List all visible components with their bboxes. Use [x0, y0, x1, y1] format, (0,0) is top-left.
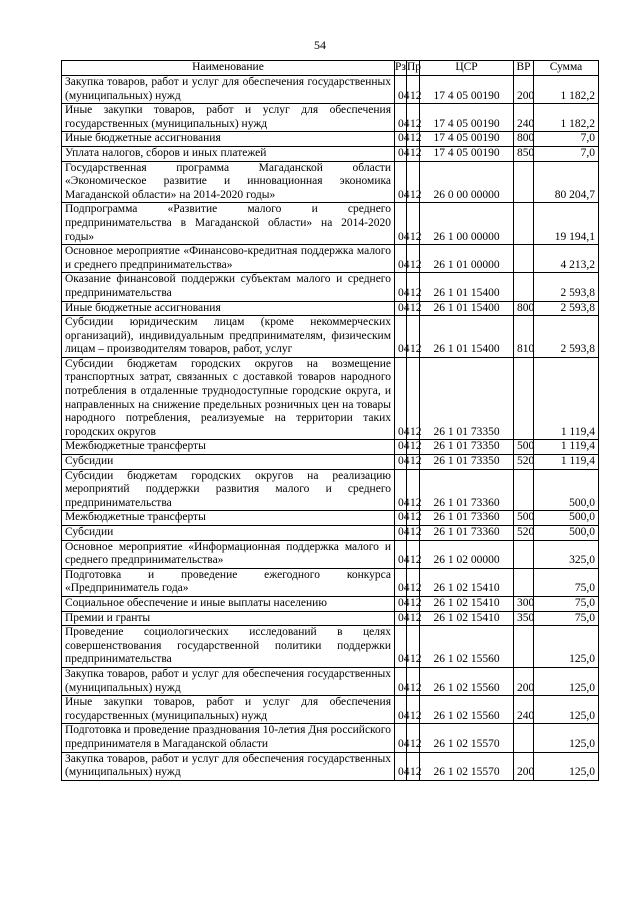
- row-csr: 26 1 02 15570: [420, 724, 514, 752]
- row-csr: 17 4 05 00190: [420, 76, 514, 104]
- row-pr: 12: [407, 132, 420, 147]
- row-rz: 04: [395, 316, 407, 358]
- row-csr: 26 1 02 15570: [420, 752, 514, 780]
- row-csr: 26 1 01 73360: [420, 526, 514, 541]
- row-rz: 04: [395, 469, 407, 511]
- row-name: Подготовка и проведение ежегодного конкурса «Предприниматель года»: [62, 568, 395, 596]
- table-row: [62, 273, 599, 301]
- table-row: [62, 440, 599, 455]
- table-row: [62, 626, 599, 668]
- row-csr: 26 1 00 00000: [420, 203, 514, 245]
- row-sum: 2 593,8: [534, 316, 599, 358]
- row-vr: 200: [514, 752, 534, 780]
- row-name: Оказание финансовой поддержки субъектам малого и среднего предпринимательства: [62, 273, 395, 301]
- budget-table: [61, 60, 599, 781]
- table-row: [62, 667, 599, 695]
- row-pr: 12: [407, 104, 420, 132]
- row-vr: [514, 724, 534, 752]
- row-sum: 1 119,4: [534, 357, 599, 440]
- row-pr: 12: [407, 301, 420, 316]
- row-name: Подготовка и проведение празднования 10-летия Дня российского предпринимателя в Магаданской области: [62, 724, 395, 752]
- row-sum: 2 593,8: [534, 273, 599, 301]
- row-name: Субсидии юридическим лицам (кроме некоммерческих организаций), индивидуальным предпринимателям, физическим лицам – производителям товаров, работ, услуг: [62, 316, 395, 358]
- row-rz: 04: [395, 724, 407, 752]
- row-pr: 12: [407, 696, 420, 724]
- table-row: [62, 301, 599, 316]
- row-name: Закупка товаров, работ и услуг для обеспечения государственных (муниципальных) нужд: [62, 76, 395, 104]
- row-pr: 12: [407, 511, 420, 526]
- row-rz: 04: [395, 667, 407, 695]
- row-csr: 26 1 02 15410: [420, 611, 514, 626]
- row-name: Социальное обеспечение и иные выплаты населению: [62, 596, 395, 611]
- row-pr: 12: [407, 245, 420, 273]
- row-sum: 125,0: [534, 696, 599, 724]
- row-pr: 12: [407, 752, 420, 780]
- row-sum: 500,0: [534, 526, 599, 541]
- row-rz: 04: [395, 696, 407, 724]
- row-sum: 1 119,4: [534, 440, 599, 455]
- row-vr: [514, 568, 534, 596]
- row-csr: 26 1 02 00000: [420, 540, 514, 568]
- table-row: [62, 568, 599, 596]
- row-sum: 500,0: [534, 511, 599, 526]
- table-row: [62, 357, 599, 440]
- row-name: Подпрограмма «Развитие малого и среднего предпринимательства в Магаданской области» на 2014-2020 годы»: [62, 203, 395, 245]
- table-row: [62, 469, 599, 511]
- table-row: [62, 611, 599, 626]
- row-sum: 125,0: [534, 724, 599, 752]
- row-rz: 04: [395, 540, 407, 568]
- header-csr: ЦСР: [420, 61, 514, 76]
- row-name: Закупка товаров, работ и услуг для обеспечения государственных (муниципальных) нужд: [62, 752, 395, 780]
- row-name: Основное мероприятие «Информационная поддержка малого и среднего предпринимательства»: [62, 540, 395, 568]
- row-sum: 500,0: [534, 469, 599, 511]
- row-pr: 12: [407, 440, 420, 455]
- row-csr: 26 1 02 15560: [420, 667, 514, 695]
- row-name: Иные закупки товаров, работ и услуг для обеспечения государственных (муниципальных) нужд: [62, 696, 395, 724]
- row-pr: 12: [407, 568, 420, 596]
- row-sum: 80 204,7: [534, 161, 599, 203]
- row-name: Уплата налогов, сборов и иных платежей: [62, 146, 395, 161]
- row-vr: [514, 161, 534, 203]
- row-csr: 26 1 01 15400: [420, 273, 514, 301]
- row-name: Субсидии: [62, 526, 395, 541]
- row-pr: 12: [407, 273, 420, 301]
- row-rz: 04: [395, 104, 407, 132]
- row-name: Межбюджетные трансферты: [62, 511, 395, 526]
- row-sum: 2 593,8: [534, 301, 599, 316]
- row-sum: 325,0: [534, 540, 599, 568]
- row-sum: 7,0: [534, 132, 599, 147]
- row-sum: 75,0: [534, 596, 599, 611]
- row-name: Субсидии бюджетам городских округов на возмещение транспортных затрат, связанных с доставкой товаров народного потребления в отдаленные труднодоступные городские округа, и направленных на снижение предельных розничных цен на товары народного потребления, реализуемые на территории таких городских округов: [62, 357, 395, 440]
- page-number: 54: [314, 38, 326, 52]
- table-row: [62, 540, 599, 568]
- row-csr: 26 1 01 73360: [420, 469, 514, 511]
- table-row: [62, 104, 599, 132]
- row-rz: 04: [395, 440, 407, 455]
- row-vr: 300: [514, 596, 534, 611]
- row-vr: 500: [514, 511, 534, 526]
- row-vr: 350: [514, 611, 534, 626]
- row-vr: [514, 273, 534, 301]
- row-pr: 12: [407, 316, 420, 358]
- table-row: [62, 511, 599, 526]
- table-row: [62, 316, 599, 358]
- row-csr: 17 4 05 00190: [420, 104, 514, 132]
- table-row: [62, 696, 599, 724]
- row-vr: [514, 469, 534, 511]
- row-pr: 12: [407, 626, 420, 668]
- row-pr: 12: [407, 76, 420, 104]
- row-vr: 240: [514, 104, 534, 132]
- row-rz: 04: [395, 132, 407, 147]
- row-sum: 4 213,2: [534, 245, 599, 273]
- row-pr: 12: [407, 357, 420, 440]
- header-rz: Рз: [395, 61, 407, 76]
- row-vr: 810: [514, 316, 534, 358]
- table-body: [62, 76, 599, 781]
- row-name: Государственная программа Магаданской области «Экономическое развитие и инновационная экономика Магаданской области» на 2014-2020 годы»: [62, 161, 395, 203]
- header-name: Наименование: [62, 61, 395, 76]
- table-row: [62, 245, 599, 273]
- row-vr: 520: [514, 526, 534, 541]
- row-csr: 26 0 00 00000: [420, 161, 514, 203]
- row-vr: 520: [514, 455, 534, 470]
- header-sum: Сумма: [534, 61, 599, 76]
- row-rz: 04: [395, 611, 407, 626]
- row-rz: 04: [395, 76, 407, 104]
- row-name: Закупка товаров, работ и услуг для обеспечения государственных (муниципальных) нужд: [62, 667, 395, 695]
- header-pr: Пр: [407, 61, 420, 76]
- row-vr: 200: [514, 667, 534, 695]
- row-sum: 75,0: [534, 568, 599, 596]
- row-name: Премии и гранты: [62, 611, 395, 626]
- header-vr: ВР: [514, 61, 534, 76]
- row-sum: 125,0: [534, 667, 599, 695]
- row-name: Субсидии: [62, 455, 395, 470]
- row-rz: 04: [395, 273, 407, 301]
- row-csr: 26 1 01 00000: [420, 245, 514, 273]
- row-name: Субсидии бюджетам городских округов на реализацию мероприятий поддержки развития малого и среднего предпринимательства: [62, 469, 395, 511]
- row-vr: [514, 357, 534, 440]
- row-sum: 1 182,2: [534, 104, 599, 132]
- row-rz: 04: [395, 752, 407, 780]
- row-csr: 26 1 02 15410: [420, 568, 514, 596]
- table-row: [62, 76, 599, 104]
- row-rz: 04: [395, 568, 407, 596]
- row-sum: 1 182,2: [534, 76, 599, 104]
- table-row: [62, 203, 599, 245]
- table-row: [62, 752, 599, 780]
- row-pr: 12: [407, 146, 420, 161]
- row-vr: [514, 245, 534, 273]
- row-csr: 26 1 02 15560: [420, 696, 514, 724]
- row-csr: 26 1 02 15410: [420, 596, 514, 611]
- row-rz: 04: [395, 596, 407, 611]
- table-row: [62, 596, 599, 611]
- row-rz: 04: [395, 245, 407, 273]
- row-rz: 04: [395, 146, 407, 161]
- row-pr: 12: [407, 611, 420, 626]
- row-vr: [514, 626, 534, 668]
- row-vr: 240: [514, 696, 534, 724]
- row-pr: 12: [407, 526, 420, 541]
- row-rz: 04: [395, 511, 407, 526]
- row-name: Иные бюджетные ассигнования: [62, 132, 395, 147]
- row-pr: 12: [407, 161, 420, 203]
- table-row: [62, 161, 599, 203]
- row-name: Иные закупки товаров, работ и услуг для обеспечения государственных (муниципальных) нужд: [62, 104, 395, 132]
- row-csr: 26 1 01 73350: [420, 440, 514, 455]
- row-pr: 12: [407, 540, 420, 568]
- row-csr: 17 4 05 00190: [420, 132, 514, 147]
- table-row: [62, 526, 599, 541]
- table-row: [62, 455, 599, 470]
- row-rz: 04: [395, 626, 407, 668]
- row-pr: 12: [407, 667, 420, 695]
- row-name: Межбюджетные трансферты: [62, 440, 395, 455]
- row-sum: 7,0: [534, 146, 599, 161]
- row-rz: 04: [395, 203, 407, 245]
- row-csr: 17 4 05 00190: [420, 146, 514, 161]
- row-pr: 12: [407, 724, 420, 752]
- table-header-row: [62, 61, 599, 76]
- row-pr: 12: [407, 469, 420, 511]
- row-csr: 26 1 01 15400: [420, 301, 514, 316]
- row-vr: [514, 203, 534, 245]
- row-rz: 04: [395, 301, 407, 316]
- table-row: [62, 146, 599, 161]
- row-name: Проведение социологических исследований в целях совершенствования государственной политики поддержки предпринимательства: [62, 626, 395, 668]
- row-sum: 1 119,4: [534, 455, 599, 470]
- row-name: Основное мероприятие «Финансово-кредитная поддержка малого и среднего предпринимательства»: [62, 245, 395, 273]
- row-vr: 800: [514, 132, 534, 147]
- row-csr: 26 1 01 73350: [420, 357, 514, 440]
- row-csr: 26 1 01 73350: [420, 455, 514, 470]
- row-name: Иные бюджетные ассигнования: [62, 301, 395, 316]
- row-vr: 850: [514, 146, 534, 161]
- row-vr: 800: [514, 301, 534, 316]
- table-row: [62, 132, 599, 147]
- row-pr: 12: [407, 203, 420, 245]
- row-vr: 500: [514, 440, 534, 455]
- row-csr: 26 1 02 15560: [420, 626, 514, 668]
- row-sum: 75,0: [534, 611, 599, 626]
- row-sum: 125,0: [534, 626, 599, 668]
- table-row: [62, 724, 599, 752]
- row-rz: 04: [395, 455, 407, 470]
- row-sum: 19 194,1: [534, 203, 599, 245]
- row-vr: 200: [514, 76, 534, 104]
- row-rz: 04: [395, 357, 407, 440]
- row-vr: [514, 540, 534, 568]
- row-rz: 04: [395, 161, 407, 203]
- row-pr: 12: [407, 596, 420, 611]
- row-csr: 26 1 01 15400: [420, 316, 514, 358]
- row-csr: 26 1 01 73360: [420, 511, 514, 526]
- row-pr: 12: [407, 455, 420, 470]
- row-sum: 125,0: [534, 752, 599, 780]
- row-rz: 04: [395, 526, 407, 541]
